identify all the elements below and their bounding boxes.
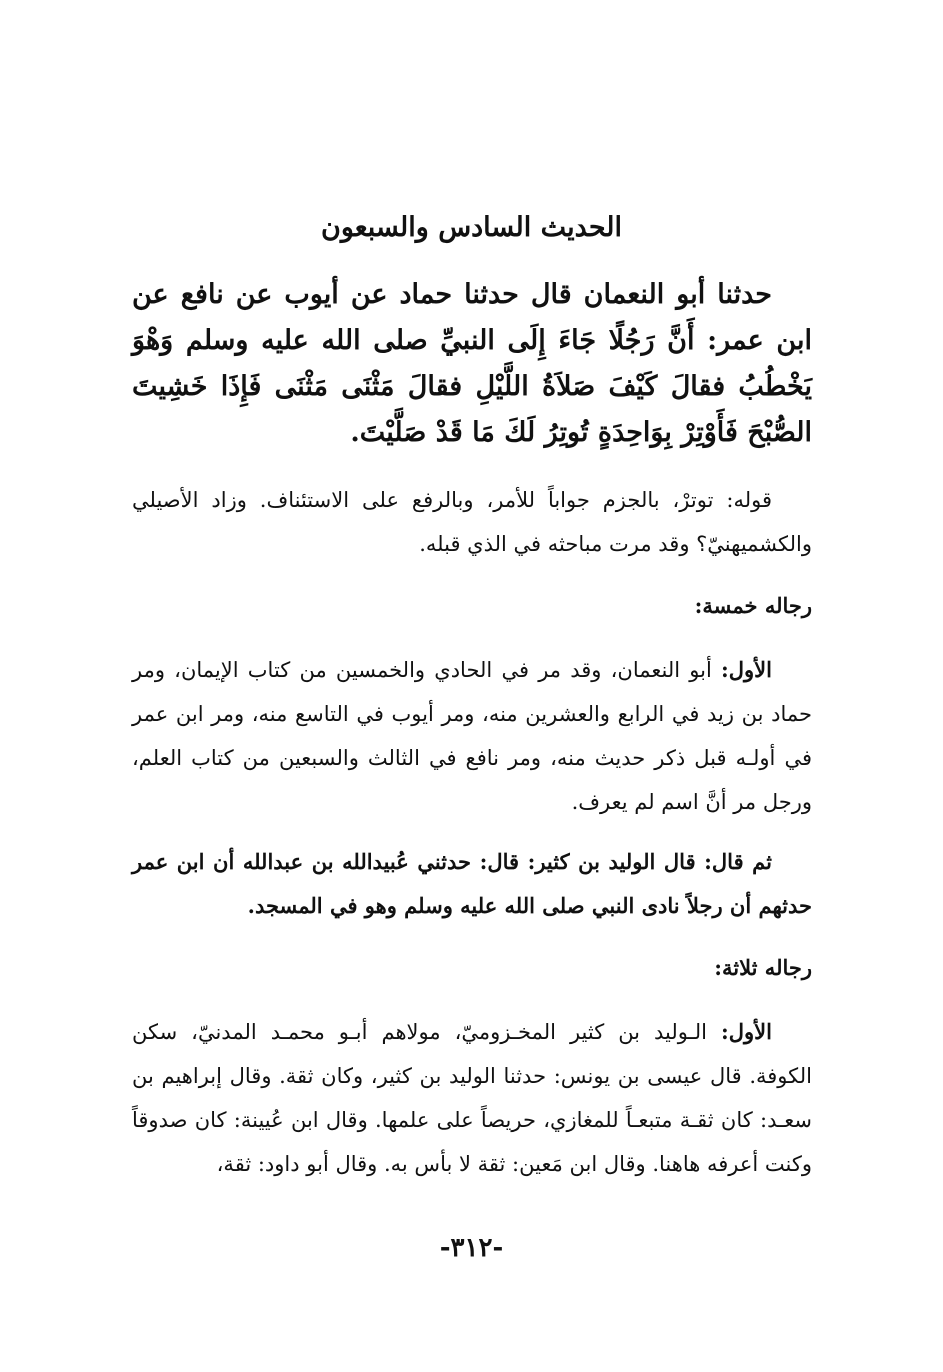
chapter-heading: الحديث السادس والسبعون [321, 212, 622, 243]
narrators-five-heading: رجاله خمسة: [694, 593, 812, 618]
narrators-2-text: الـوليد بن كثير المخـزوميّ، مولاهم أبـو محمـد المدنيّ، سكن الكوفة. قال عيسى بن يونس: حدثنا الوليد بن كثير، وكان ثقة. وقال إبراهيم بن سعـد: كان ثقـة متبعـاً للمغازي، حريصاً على علمها. وقال ابن عُيينة: كان صدوقاً وكنت أعرفه هاهنا. وقال ابن مَعين: ثقة لا بأس به. وقال أبو داود: ثقة، [132, 1020, 812, 1176]
narrators-paragraph-2 [132, 1010, 812, 1186]
narrators-1-text: أبو النعمان، وقد مر في الحادي والخمسين من كتاب الإيمان، ومر حماد بن زيد في الرابع والعشرين منه، ومر أيوب في التاسع منه، ومر ابن عمر في أولـه قبل ذكر حديث منه، ومر نافع في الثالث والسبعين من كتاب العلم، ورجل مر أنَّ اسم لم يعرف. [132, 658, 812, 814]
narrators-three-heading: رجاله ثلاثة: [714, 955, 812, 980]
hadith-text: حدثنا أبو النعمان قال حدثنا حماد عن أيوب عن نافع عن ابن عمر: أَنَّ رَجُلًا جَاءَ إِلَى النبيِّ صلى الله عليه وسلم وَهْوَ يَخْطُبُ فقالَ كَيْفَ صَلاَةُ اللَّيْلِ فقالَ مَثْنَى مَثْنَى فَإِذَا خَشِيتَ الصُّبْحَ فَأَوْتِرْ بِوَاحِدَةٍ تُوتِرُ لَكَ مَا قَدْ صَلَّيْتَ. [132, 279, 812, 448]
chain-paragraph: ثم قال: قال الوليد بن كثير: قال: حدثني عُبيدالله بن عبدالله أن ابن عمر حدثهم أن رجلاً نادى النبي صلى الله عليه وسلم وهو في المسجد. [132, 849, 812, 918]
page-number: -٣١٢- [439, 1233, 504, 1263]
commentary-paragraph: قوله: توترْ، بالجزم جواباً للأمر، وبالرفع على الاستئناف. وزاد الأصيلي والكشميهنيّ؟ وقد مرت مباحثه في الذي قبله. [132, 488, 812, 556]
narrators-1-lead: الأول: [721, 657, 772, 682]
narrators-2-lead: الأول: [721, 1019, 772, 1044]
narrators-paragraph-1 [132, 648, 812, 824]
